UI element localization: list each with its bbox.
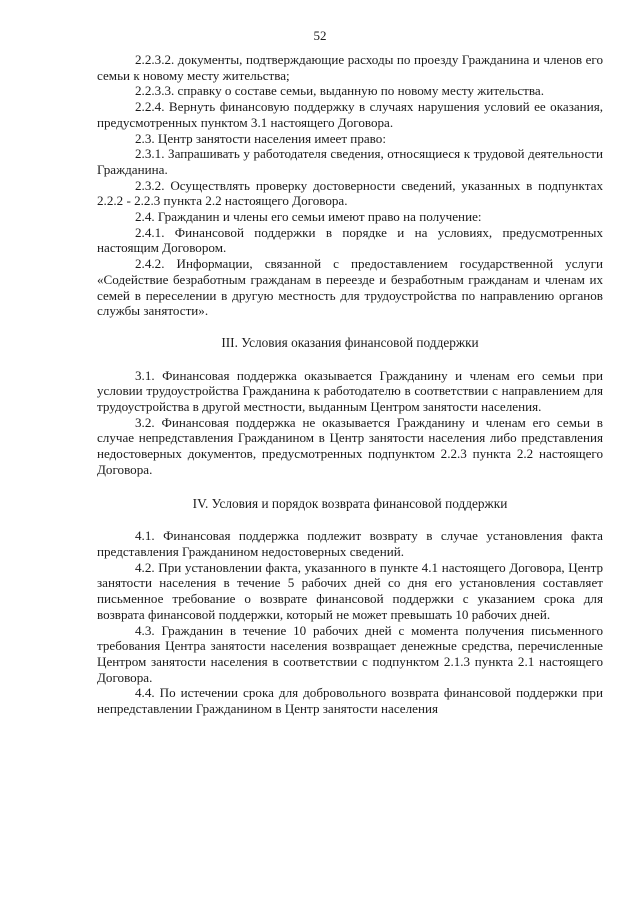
paragraph-2-4-2: 2.4.2. Информации, связанной с предоставлением государственной услуги «Содействие безработным гражданам в переезде и безработным гражданам и членам их семей в переселении в другую местность для трудоустройства по направлению органов службы занятости». — [97, 256, 603, 319]
paragraph-4-1: 4.1. Финансовая поддержка подлежит возврату в случае установления факта представления Гражданином недостоверных сведений. — [97, 528, 603, 559]
page-number: 52 — [313, 28, 327, 43]
paragraph-3-2: 3.2. Финансовая поддержка не оказывается Гражданину и членам его семьи в случае непредставления Гражданином в Центр занятости населения либо представления недостоверных документов, предусмотренных подпунктом 2.2.3 пункта 2.2 настоящего Договора. — [97, 414, 603, 477]
paragraph-2-4: 2.4. Гражданин и члены его семьи имеют право на получение: — [135, 209, 482, 225]
paragraph-3-1: 3.1. Финансовая поддержка оказывается Гражданину и членам его семьи при условии трудоустройства Гражданина к работодателю в соответствии с направлением для трудоустройства в другой местности, выданным Центром занятости населения. — [97, 367, 603, 415]
section-3-heading: III. Условия оказания финансовой поддержки — [221, 334, 479, 350]
paragraph-2-2-3-3: 2.2.3.3. справку о составе семьи, выданную по новому месту жительства. — [135, 83, 544, 99]
paragraph-4-3: 4.3. Гражданин в течение 10 рабочих дней с момента получения письменного требования Центра занятости населения возвращает денежные средства, перечисленные Центром занятости населения в соответствии с подпунктом 2.1.3 пункта 2.1 настоящего Договора. — [97, 622, 603, 685]
paragraph-2-2-4: 2.2.4. Вернуть финансовую поддержку в случаях нарушения условий ее оказания, предусмотренных пунктом 3.1 настоящего Договора. — [97, 99, 603, 130]
paragraph-2-2-3-2: 2.2.3.2. документы, подтверждающие расходы по проезду Гражданина и членов его семьи к новому месту жительства; — [97, 52, 603, 83]
section-3 — [97, 368, 603, 478]
paragraph-4-4: 4.4. По истечении срока для добровольного возврата финансовой поддержки при непредставлении Гражданином в Центр занятости населения — [97, 685, 603, 717]
obligations-section — [97, 52, 603, 319]
document-body — [97, 52, 603, 717]
paragraph-2-4-1: 2.4.1. Финансовой поддержки в порядке и на условиях, предусмотренных настоящим Договором. — [97, 224, 603, 256]
section-4 — [97, 528, 603, 716]
paragraph-2-3-1: 2.3.1. Запрашивать у работодателя сведения, относящиеся к трудовой деятельности Гражданина. — [97, 146, 603, 177]
paragraph-4-2: 4.2. При установлении факта, указанного в пункте 4.1 настоящего Договора, Центр занятости населения в течение 5 рабочих дней со дня его установления составляет письменное требование о возврате финансовой поддержки с указанием срока для возврата финансовой поддержки, который не может превышать 10 рабочих дней. — [97, 559, 603, 622]
paragraph-2-3: 2.3. Центр занятости населения имеет право: — [135, 130, 386, 146]
paragraph-2-3-2: 2.3.2. Осуществлять проверку достоверности сведений, указанных в подпунктах 2.2.2 - 2.2.3 пункта 2.2 настоящего Договора. — [97, 177, 603, 209]
section-4-heading: IV. Условия и порядок возврата финансовой поддержки — [192, 495, 508, 511]
